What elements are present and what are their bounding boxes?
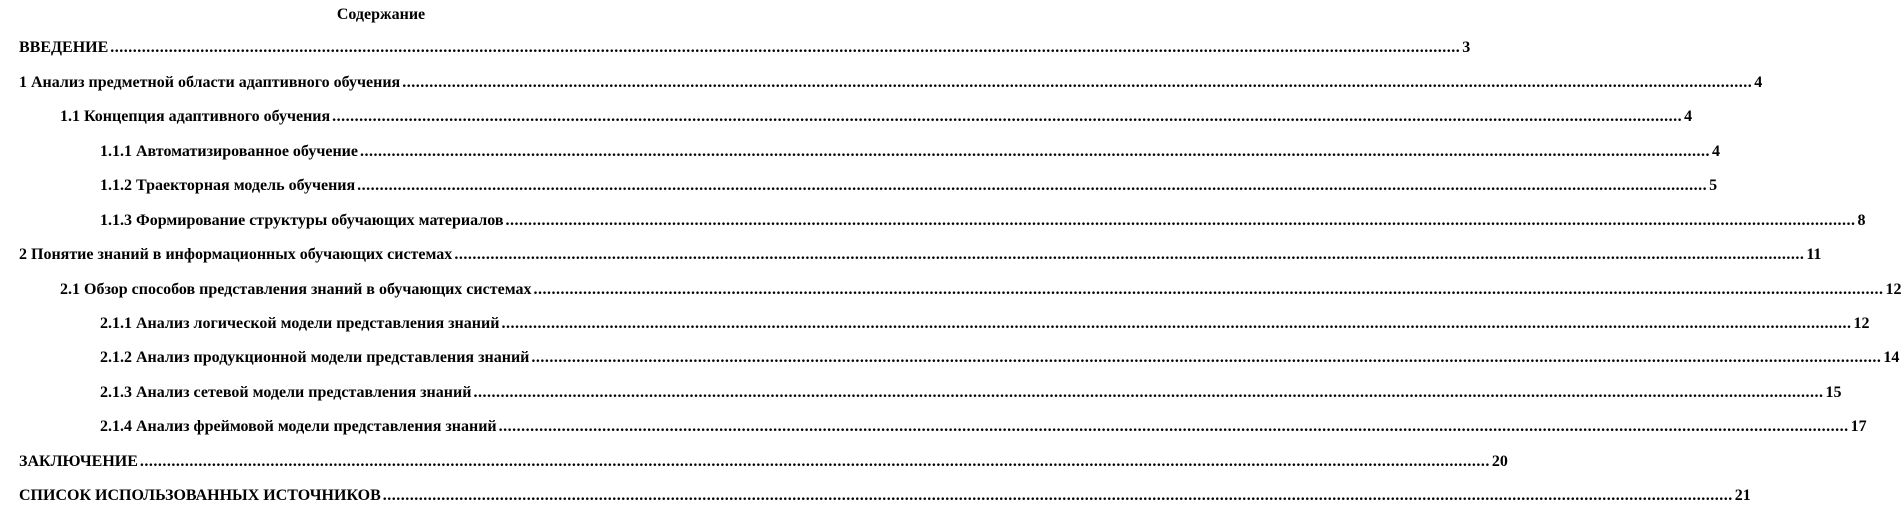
toc-entry-references[interactable] bbox=[19, 485, 1751, 507]
dot-leader: ............................................................................................................................................................................................................................................................................................................ bbox=[533, 281, 1884, 298]
dot-leader: ............................................................................................................................................................................................................................................................................................................ bbox=[357, 177, 1708, 194]
toc-entry-text: 1.1.1 Автоматизированное обучение bbox=[100, 143, 358, 160]
toc-entry-page: 14 bbox=[1883, 349, 1900, 366]
toc-entry-text: 2.1.1 Анализ логической модели представления знаний bbox=[100, 315, 500, 332]
toc-entry-section-2-1[interactable] bbox=[60, 279, 1901, 301]
toc-entry-page: 4 bbox=[1711, 143, 1720, 160]
toc-entry-chapter-1[interactable] bbox=[19, 72, 1763, 94]
toc-entry-section-1-1[interactable] bbox=[60, 106, 1693, 128]
dot-leader: ............................................................................................................................................................................................................................................................................................................ bbox=[139, 453, 1490, 470]
toc-entry-text: 1.1 Концепция адаптивного обучения bbox=[60, 108, 331, 125]
toc-entry-page: 3 bbox=[1462, 39, 1471, 56]
dot-leader: ............................................................................................................................................................................................................................................................................................................ bbox=[531, 349, 1882, 366]
toc-entry-text: 2.1.3 Анализ сетевой модели представления знаний bbox=[100, 384, 472, 401]
toc-entry-text: 1 Анализ предметной области адаптивного обучения bbox=[19, 74, 401, 91]
toc-entry-page: 21 bbox=[1734, 487, 1751, 504]
toc-entry-page: 5 bbox=[1709, 177, 1718, 194]
toc-entry-text: 2.1.2 Анализ продукционной модели представления знаний bbox=[100, 349, 530, 366]
toc-entry-subsection-1-1-2[interactable] bbox=[100, 175, 1718, 197]
toc-entry-page: 15 bbox=[1825, 384, 1842, 401]
toc-entry-subsection-1-1-3[interactable] bbox=[100, 210, 1866, 232]
dot-leader: ............................................................................................................................................................................................................................................................................................................ bbox=[473, 384, 1824, 401]
toc-entry-chapter-2[interactable] bbox=[19, 244, 1822, 266]
dot-leader: ............................................................................................................................................................................................................................................................................................................ bbox=[498, 418, 1849, 435]
toc-entry-subsection-2-1-2[interactable] bbox=[100, 347, 1900, 369]
toc-entry-text: 2 Понятие знаний в информационных обучающих системах bbox=[19, 246, 453, 263]
dot-leader: ............................................................................................................................................................................................................................................................................................................ bbox=[382, 487, 1733, 504]
toc-entry-page: 17 bbox=[1850, 418, 1867, 435]
dot-leader: ............................................................................................................................................................................................................................................................................................................ bbox=[501, 315, 1852, 332]
toc-entry-text: СПИСОК ИСПОЛЬЗОВАННЫХ ИСТОЧНИКОВ bbox=[19, 487, 381, 504]
toc-entry-text: 1.1.3 Формирование структуры обучающих материалов bbox=[100, 212, 504, 229]
toc-entry-conclusion[interactable] bbox=[19, 451, 1508, 473]
toc-entry-subsection-2-1-3[interactable] bbox=[100, 382, 1842, 404]
toc-entry-text: 1.1.2 Траекторная модель обучения bbox=[100, 177, 356, 194]
toc-title: Содержание bbox=[336, 6, 426, 23]
toc-entry-page: 8 bbox=[1857, 212, 1866, 229]
dot-leader: ............................................................................................................................................................................................................................................................................................................ bbox=[110, 39, 1461, 56]
dot-leader: ............................................................................................................................................................................................................................................................................................................ bbox=[454, 246, 1805, 263]
toc-entry-page: 12 bbox=[1853, 315, 1870, 332]
dot-leader: ............................................................................................................................................................................................................................................................................................................ bbox=[402, 74, 1753, 91]
toc-entry-text: 2.1 Обзор способов представления знаний в обучающих системах bbox=[60, 281, 532, 298]
toc-entry-subsection-2-1-4[interactable] bbox=[100, 416, 1867, 438]
dot-leader: ............................................................................................................................................................................................................................................................................................................ bbox=[332, 108, 1683, 125]
dot-leader: ............................................................................................................................................................................................................................................................................................................ bbox=[505, 212, 1856, 229]
toc-entry-page: 11 bbox=[1806, 246, 1822, 263]
toc-entry-subsection-2-1-1[interactable] bbox=[100, 313, 1870, 335]
toc-entry-subsection-1-1-1[interactable] bbox=[100, 141, 1720, 163]
toc-entry-page: 4 bbox=[1684, 108, 1693, 125]
toc-entry-text: ВВЕДЕНИЕ bbox=[19, 39, 109, 56]
toc-entry-page: 4 bbox=[1754, 74, 1763, 91]
toc-entry-text: ЗАКЛЮЧЕНИЕ bbox=[19, 453, 138, 470]
toc-entry-introduction[interactable] bbox=[19, 37, 1471, 59]
dot-leader: ............................................................................................................................................................................................................................................................................................................ bbox=[359, 143, 1710, 160]
toc-entry-page: 20 bbox=[1491, 453, 1508, 470]
toc-entry-text: 2.1.4 Анализ фреймовой модели представления знаний bbox=[100, 418, 497, 435]
toc-entry-page: 12 bbox=[1885, 281, 1901, 298]
